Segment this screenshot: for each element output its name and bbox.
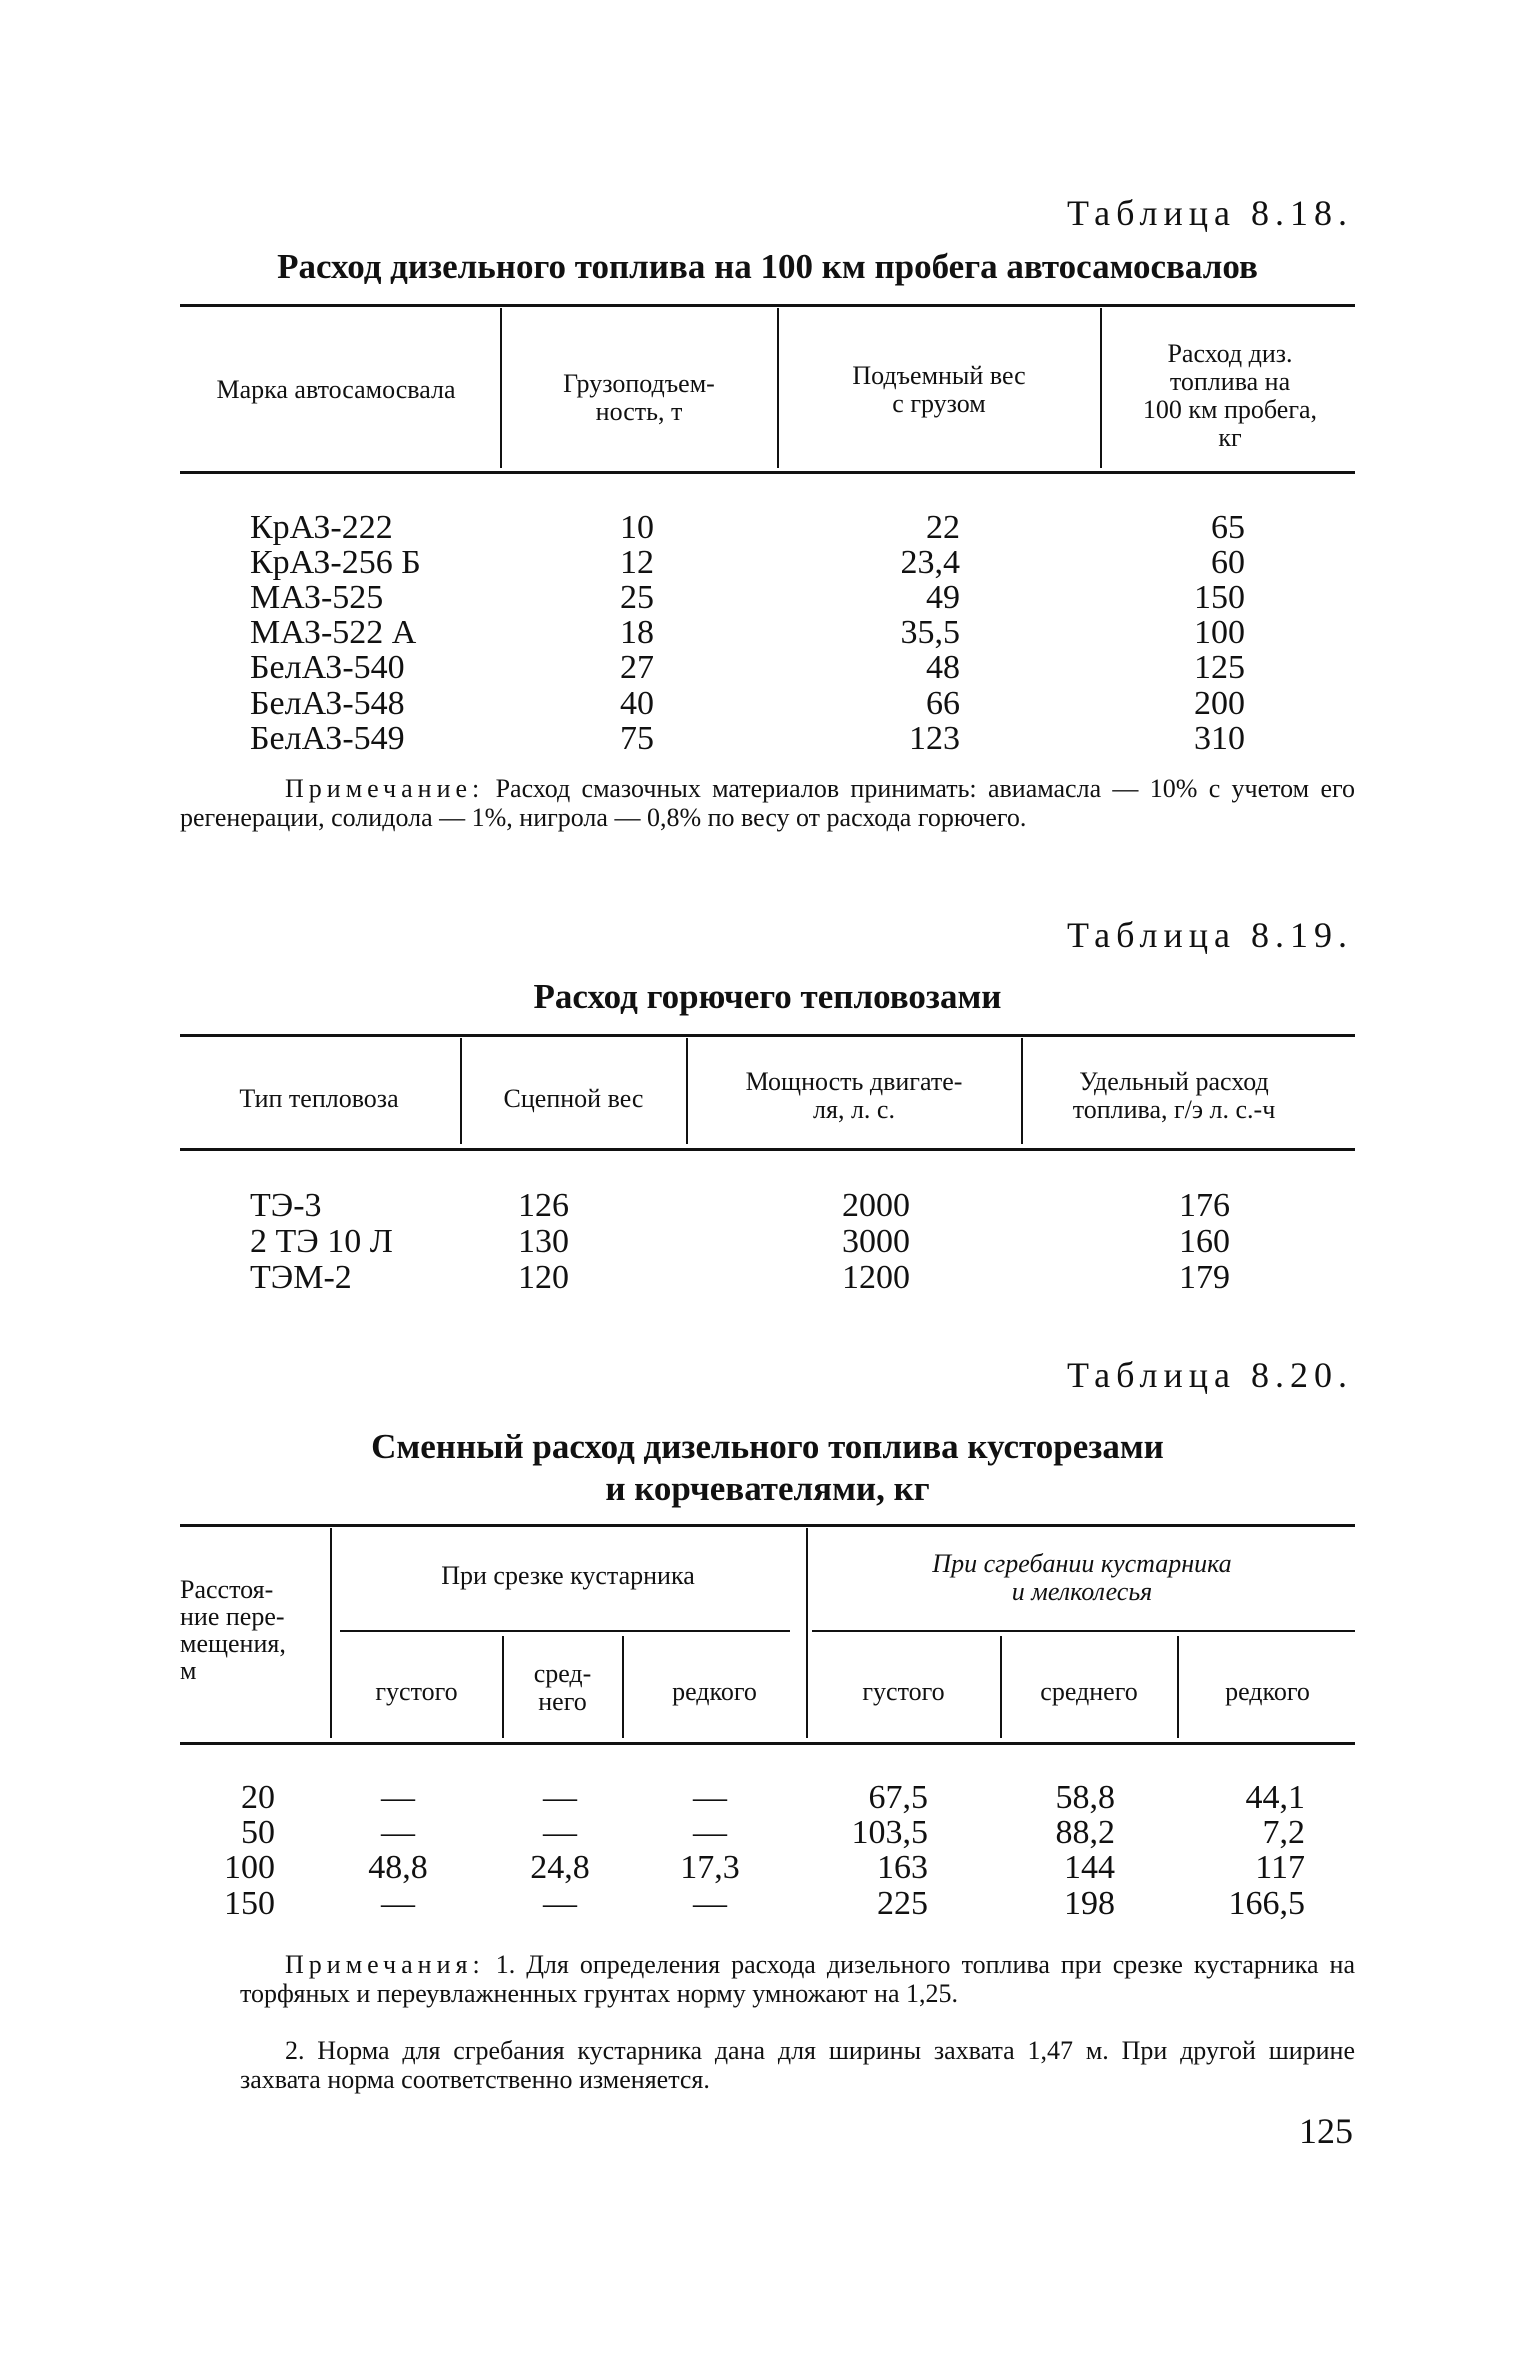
table-row: БелАЗ-540 [250,649,405,686]
table-row: МАЗ-522 А [250,614,417,651]
table-cell: 23,4 [900,544,960,581]
table-cell: — [381,1885,415,1922]
table-cell: — [543,1814,577,1851]
table-819-col-divider [460,1038,462,1144]
table-818-col-divider [777,308,779,468]
table-cell: 166,5 [1228,1885,1305,1922]
table-row: МАЗ-525 [250,579,384,616]
table-cell: 44,1 [1245,1779,1305,1816]
table-820-subheader: густого [375,1677,458,1706]
table-818-note [180,774,1355,832]
table-cell: 25 [620,579,654,616]
table-818-header-capacity: Грузоподъем- ность, т [563,369,715,426]
table-cell: — [381,1779,415,1816]
table-819-header-rule [180,1148,1355,1151]
table-cell: 103,5 [851,1814,928,1851]
table-820-group-rule [812,1630,1355,1632]
table-row: БелАЗ-548 [250,685,405,722]
table-820-subheader: среднего [1040,1677,1138,1706]
table-cell: 65 [1211,509,1245,546]
table-818-title: Расход дизельного топлива на 100 км пробега автосамосвалов [277,247,1258,286]
table-cell: 198 [1064,1885,1115,1922]
table-cell: 150 [1194,579,1245,616]
table-cell: 117 [1255,1849,1305,1886]
table-cell: 2000 [842,1187,910,1224]
table-820-col-divider [502,1636,504,1738]
table-820-subheader: густого [862,1677,945,1706]
table-820-top-rule [180,1524,1355,1527]
table-819-header-specific: Удельный расход топлива, г/э л. с.-ч [1072,1067,1276,1124]
page-number: 125 [1299,2111,1353,2151]
table-820-header-rule [180,1742,1355,1745]
table-cell: 35,5 [900,614,960,651]
table-cell: 18 [620,614,654,651]
table-820-col-divider [1177,1636,1179,1738]
table-820-group-rule [340,1630,790,1632]
table-818-header-brand: Марка автосамосвала [216,375,456,404]
table-cell: 24,8 [530,1849,590,1886]
table-cell: 7,2 [1262,1814,1305,1851]
note-lead: Примечание: [285,774,485,803]
table-820-col-divider [1000,1636,1002,1738]
table-818-number: Таблица 8.18. [1067,193,1353,233]
table-820-number: Таблица 8.20. [1067,1355,1353,1395]
table-cell: 1200 [842,1259,910,1296]
table-cell: 3000 [842,1223,910,1260]
table-cell: — [381,1814,415,1851]
table-cell: 66 [926,685,960,722]
table-cell: 40 [620,685,654,722]
table-820-title-line1: Сменный расход дизельного топлива кусторезами [371,1427,1164,1466]
table-row: 100 [224,1849,275,1886]
table-row: КрАЗ-222 [250,509,393,546]
table-819-col-divider [686,1038,688,1144]
table-819-top-rule [180,1034,1355,1037]
table-820-note-2: 2. Норма для сгребания кустарника дана для ширины захвата 1,47 м. При другой ширине захвата норма соответственно изменяется. [240,2036,1355,2094]
table-cell: 200 [1194,685,1245,722]
table-cell: 48 [926,649,960,686]
table-cell: — [543,1779,577,1816]
table-820-col-divider [806,1528,808,1738]
table-cell: 17,3 [680,1849,740,1886]
table-row: 2 ТЭ 10 Л [250,1223,393,1260]
table-cell: 160 [1179,1223,1230,1260]
table-820-note-1 [240,1950,1355,2008]
table-row: 20 [241,1779,275,1816]
table-820-header-group-rake: При сгребании кустарника и мелколесья [932,1549,1232,1606]
note-1-text: 1. Для определения расхода дизельного топлива при срезке кустарника на торфяных и переувлажненных грунтах норму умножают на 1,25. [240,1950,1356,2008]
table-cell: 144 [1064,1849,1115,1886]
notes-lead: Примечания: [285,1950,485,1979]
table-cell: 60 [1211,544,1245,581]
table-cell: 179 [1179,1259,1230,1296]
table-cell: 67,5 [868,1779,928,1816]
table-820-col-divider [622,1636,624,1738]
table-cell: — [693,1779,727,1816]
table-row: КрАЗ-256 Б [250,544,421,581]
table-cell: 27 [620,649,654,686]
table-820-subheader: редкого [672,1677,757,1706]
table-row: 150 [224,1885,275,1922]
table-row: БелАЗ-549 [250,720,405,757]
table-818-col-divider [1100,308,1102,468]
table-cell: 310 [1194,720,1245,757]
table-cell: 10 [620,509,654,546]
table-820-title-line2: и корчевателями, кг [605,1469,930,1508]
table-cell: 88,2 [1055,1814,1115,1851]
table-818-top-rule [180,304,1355,307]
table-820-header-distance: Расстоя- ние пере- мещения, м [180,1575,286,1685]
table-cell: 48,8 [368,1849,428,1886]
table-cell: 49 [926,579,960,616]
table-cell: 130 [518,1223,569,1260]
table-cell: — [693,1885,727,1922]
table-820-col-divider [330,1528,332,1738]
table-cell: 163 [877,1849,928,1886]
table-819-col-divider [1021,1038,1023,1144]
table-819-header-power: Мощность двигате- ля, л. с. [745,1067,963,1124]
table-cell: 75 [620,720,654,757]
table-cell: 123 [909,720,960,757]
table-cell: — [543,1885,577,1922]
table-cell: 22 [926,509,960,546]
table-cell: 100 [1194,614,1245,651]
table-818-header-rule [180,471,1355,474]
table-cell: — [693,1814,727,1851]
table-820-header-group-cut: При срезке кустарника [441,1561,695,1590]
table-819-title: Расход горючего тепловозами [533,977,1002,1016]
table-818-header-gross-weight: Подъемный вес с грузом [852,361,1026,418]
table-819-header-weight: Сцепной вес [503,1084,644,1113]
table-cell: 126 [518,1187,569,1224]
table-row: ТЭ-3 [250,1187,322,1224]
table-819-header-type: Тип тепловоза [239,1084,399,1113]
table-cell: 58,8 [1055,1779,1115,1816]
table-row: ТЭМ-2 [250,1259,352,1296]
table-cell: 12 [620,544,654,581]
table-row: 50 [241,1814,275,1851]
table-818-col-divider [500,308,502,468]
table-cell: 176 [1179,1187,1230,1224]
table-cell: 225 [877,1885,928,1922]
table-819-number: Таблица 8.19. [1067,915,1353,955]
table-820-subheader: сред- него [533,1659,592,1716]
table-cell: 120 [518,1259,569,1296]
table-cell: 125 [1194,649,1245,686]
note-text: Расход смазочных материалов принимать: авиамасла — 10% с учетом его регенерации, солидола — 1%, нигрола — 0,8% по весу от расхода горючего. [180,774,1356,832]
table-818-header-fuel: Расход диз. топлива на 100 км пробега, кг [1142,339,1318,452]
table-820-subheader: редкого [1225,1677,1310,1706]
